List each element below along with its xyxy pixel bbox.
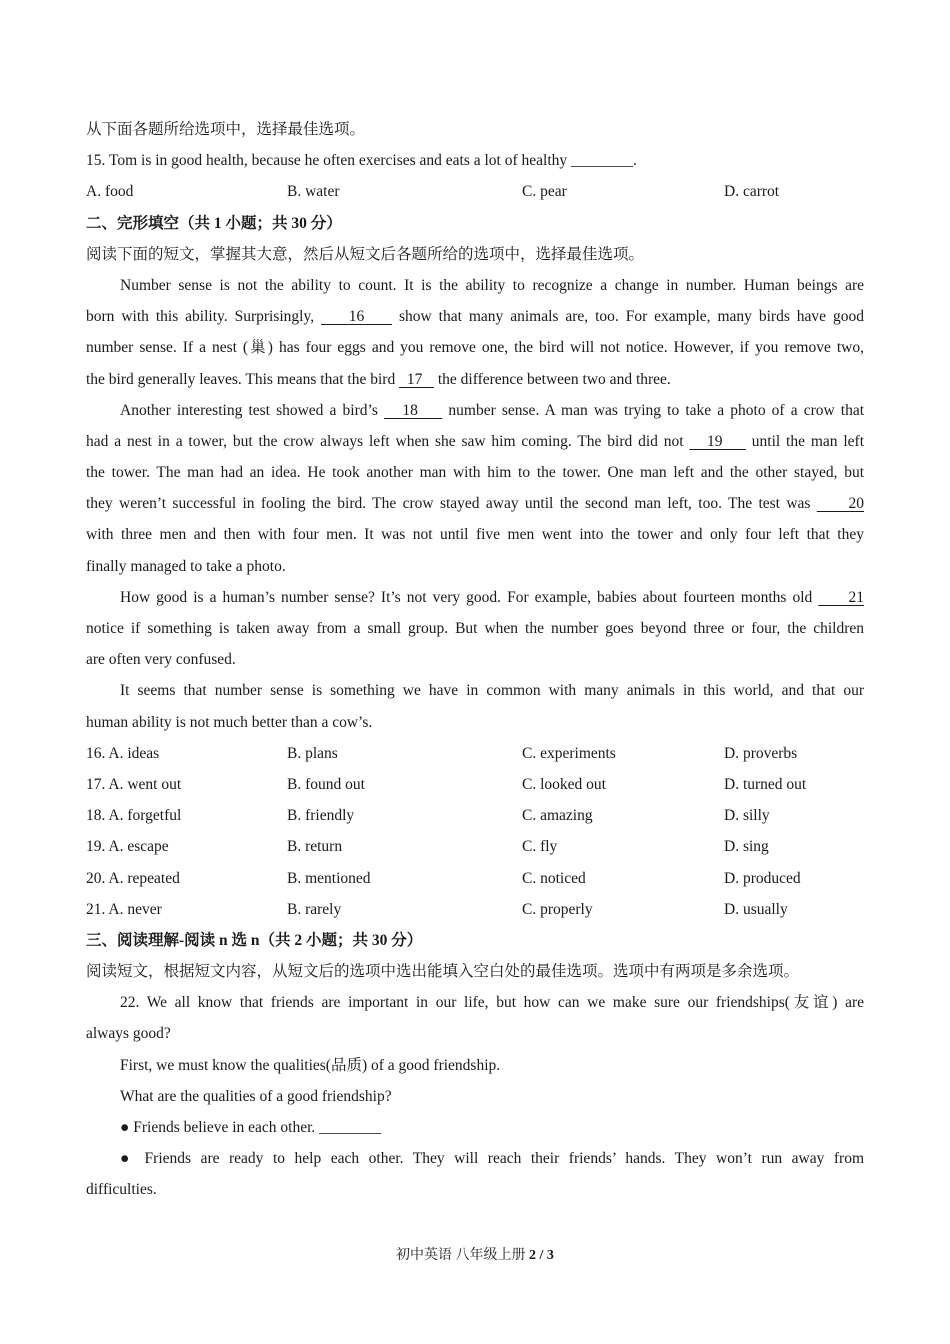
question-20-options: 20. A. repeated B. mentioned C. noticed D. produced (86, 869, 801, 887)
q15-instruction: 从下面各题所给选项中，选择最佳选项。 (86, 121, 366, 138)
passage-line: What are the qualities of a good friendship? (120, 1087, 392, 1105)
q15-stem: 15. Tom is in good health, because he often exercises and eats a lot of healthy ________. (86, 152, 637, 170)
passage-line: number sense. If a nest (巢) has four eggs and you remove one, the bird will not notice. However, if you remove two, (86, 339, 864, 357)
passage-line: finally managed to take a photo. (86, 557, 286, 575)
passage-line: the bird generally leaves. This means that the bird 17 the difference between two and three. (86, 370, 671, 388)
passage-line: Number sense is not the ability to count. It is the ability to recognize a change in number. Human beings are (120, 276, 864, 294)
page-footer (0, 1244, 950, 1264)
passage-line: they weren’t successful in fooling the bird. The crow stayed away until the second man left, too. The test was 20 (86, 495, 864, 513)
option-a: A. food (86, 183, 134, 201)
blank-20: 20 (816, 495, 864, 513)
option-c: C. pear (522, 183, 567, 201)
passage-line: First, we must know the qualities(品质) of a good friendship. (120, 1056, 501, 1074)
blank-18: 18 (383, 401, 443, 419)
blank-21: 21 (818, 588, 865, 606)
question-19-options: 19. A. escape B. return C. fly D. sing (86, 838, 769, 856)
passage-line: the tower. The man had an idea. He took another man with him to the tower. One man left and the other stayed, but (86, 464, 864, 482)
passage-line: human ability is not much better than a cow’s. (86, 713, 373, 731)
passage-line: had a nest in a tower, but the crow always left when she saw him coming. The bird did not 19 until the man left (86, 432, 865, 450)
section2-instruction: 阅读下面的短文，掌握其大意，然后从短文后各题所给的选项中，选择最佳选项。 (86, 245, 645, 263)
question-18-options: 18. A. forgetful B. friendly C. amazing D. silly (86, 807, 770, 825)
section3-title: 三、阅读理解-阅读 n 选 n（共 2 小题；共 30 分） (86, 931, 423, 949)
question-17-options: 17. A. went out B. found out C. looked out D. turned out (86, 775, 807, 793)
passage-line: 22. We all know that friends are important in our life, but how can we make sure our friendships(友谊) are (120, 994, 864, 1012)
blank-19: 19 (689, 432, 746, 450)
bullet-item: ● Friends are ready to help each other. They will reach their friends’ hands. They won’t run away from (120, 1150, 864, 1168)
bullet-item: ● Friends believe in each other. ________ (120, 1119, 382, 1136)
passage-line: How good is a human’s number sense? It’s not very good. For example, babies about fourteen months old 21 (120, 588, 865, 606)
passage-line: are often very confused. (86, 651, 236, 669)
passage-line: difficulties. (86, 1181, 157, 1199)
footer-text: 初中英语 八年级上册 (396, 1248, 530, 1263)
passage-line: notice if something is taken away from a small group. But when the number goes beyond three or four, the children (86, 620, 864, 637)
passage-line: with three men and then with four men. It was not until five men went into the tower and only four left that they (86, 526, 864, 544)
option-b: B. water (287, 183, 340, 201)
section2-title: 二、完形填空（共 1 小题；共 30 分） (86, 214, 342, 232)
question-16-options: 16. A. ideas B. plans C. experiments D. proverbs (86, 744, 798, 762)
section3-instruction: 阅读短文，根据短文内容，从短文后的选项中选出能填入空白处的最佳选项。选项中有两项是多余选项。 (86, 963, 800, 981)
passage-line: always good? (86, 1025, 171, 1043)
page-number: 2 / 3 (529, 1248, 554, 1263)
passage-line: It seems that number sense is something we have in common with many animals in this world, and that our (120, 682, 864, 700)
passage-line: Another interesting test showed a bird’s 18 number sense. A man was trying to take a photo of a crow that (120, 401, 865, 419)
passage-line: born with this ability. Surprisingly, 16 show that many animals are, too. For example, many birds have good (86, 308, 864, 326)
blank-16: 16 (321, 308, 393, 326)
exam-page (86, 114, 864, 1206)
q15-options (86, 176, 864, 207)
question-21-options: 21. A. never B. rarely C. properly D. usually (86, 900, 788, 918)
option-d: D. carrot (724, 183, 780, 201)
blank-17: 17 (399, 370, 434, 388)
